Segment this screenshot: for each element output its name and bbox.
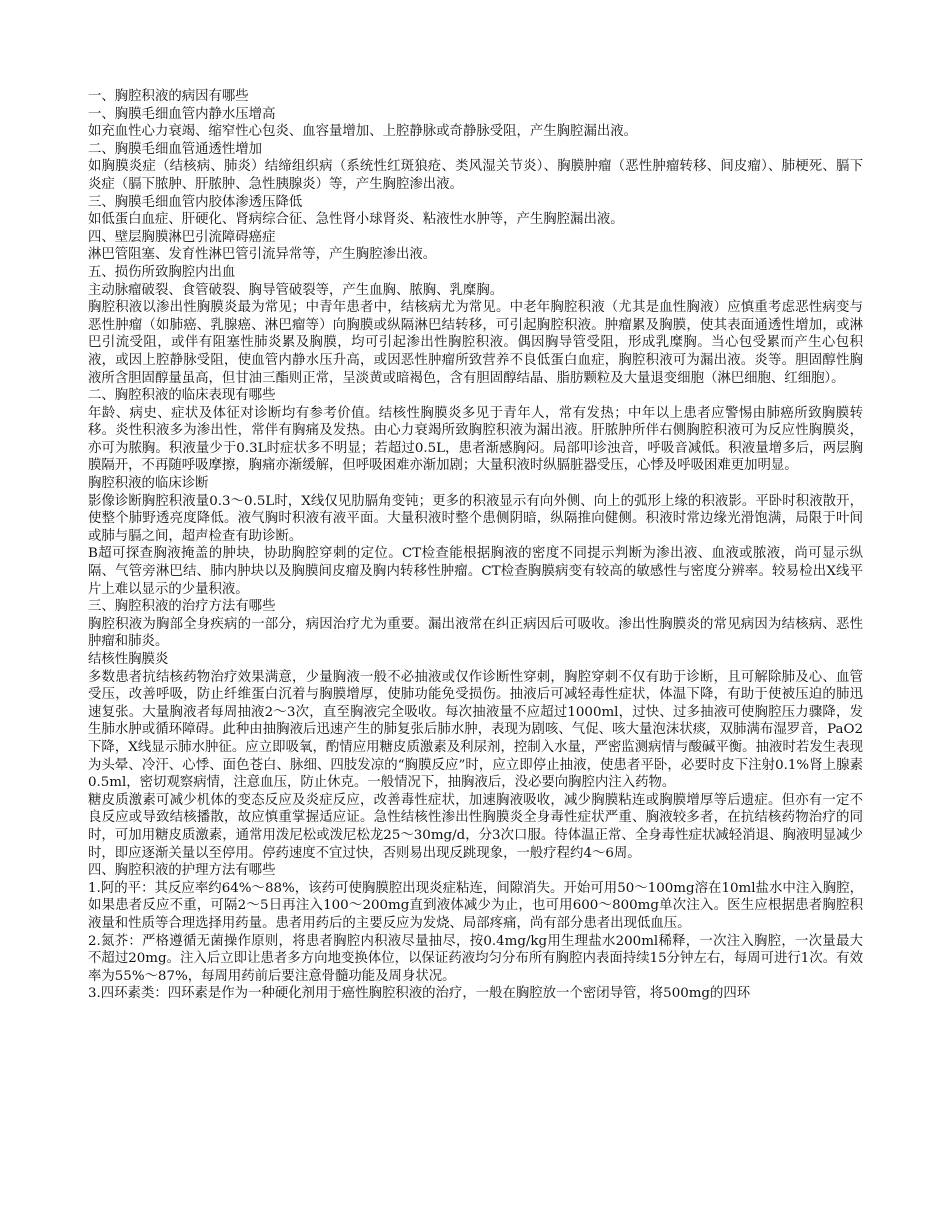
subheading-clinical-diagnosis: 胸腔积液的临床诊断: [88, 476, 209, 492]
subheading-hemorrhage: 五、损伤所致胸腔内出血: [88, 264, 236, 280]
paragraph-treatment-overview: 胸腔积液为胸部全身疾病的一部分，病因治疗尤为重要。漏出液常在纠正病因后可吸收。渗出性胸膜炎的常见病因为结核病、恶性肿瘤和肺炎。: [88, 616, 863, 650]
paragraph-anti-tb-treatment: 多数患者抗结核药物治疗效果满意，少量胸液一般不必抽液或仅作诊断性穿刺，胸腔穿刺不仅有助于诊断，且可解除肺及心、血管受压，改善呼吸，防止纤维蛋白沉着与胸膜增厚，使肺功能免受损伤。抽液后可减轻毒性症状，体温下降，有助于使被压迫的肺迅速复张。大量胸液者每周抽液2～3次，直至胸液完全吸收。每次抽液量不应超过1000ml，过快、过多抽液可使胸腔压力骤降，发生肺水肿或循环障碍。此种由抽胸液后迅速产生的肺复张后肺水肿，表现为剧咳、气促、咳大量泡沫状痰，双肺满布湿罗音，PaO2下降，X线显示肺水肿征。应立即吸氧，酌情应用糖皮质激素及利尿剂，控制入水量，严密监测病情与酸碱平衡。抽液时若发生表现为头晕、冷汗、心悸、面色苍白、脉细、四肢发凉的“胸膜反应”时，应立即停止抽液，使患者平卧，必要时皮下注射0.1%肾上腺素0.5ml，密切观察病情，注意血压，防止休克。一般情况下，抽胸液后，没必要向胸腔内注入药物。: [88, 669, 863, 791]
paragraph-exudative-overview: 胸腔积液以渗出性胸膜炎最为常见；中青年患者中，结核病尤为常见。中老年胸腔积液（尤其是血性胸液）应慎重考虑恶性病变与恶性肿瘤（如肺癌、乳腺癌、淋巴瘤等）向胸膜或纵隔淋巴结转移，可引起胸腔积液。肿瘤累及胸膜，使其表面通透性增加，或淋巴引流受阻，或伴有阻塞性肺炎累及胸膜，均可引起渗出性胸腔积液。偶因胸导管受阻，形成乳糜胸。当心包受累而产生心包积液，或因上腔静脉受阻，使血管内静水压升高，或因恶性肿瘤所致营养不良低蛋白血症，胸腔积液可为漏出液。炎等。胆固醇性胸液所含胆固醇量虽高，但甘油三酯则正常，呈淡黄或暗褐色，含有胆固醇结晶、脂肪颗粒及大量退变细胞（淋巴细胞、红细胞）。: [88, 300, 863, 386]
paragraph-clinical-features: 年龄、病史、症状及体征对诊断均有参考价值。结核性胸膜炎多见于青年人，常有发热；中年以上患者应警惕由肺癌所致胸膜转移。炎性积液多为渗出性，常伴有胸痛及发热。由心力衰竭所致胸腔积液为漏出液。肝脓肿所伴右侧胸腔积液可为反应性胸膜炎，亦可为脓胸。积液量少于0.3L时症状多不明显；若超过0.5L，患者渐感胸闷。局部叩诊浊音，呼吸音减低。积液量增多后，两层胸膜隔开，不再随呼吸摩擦，胸痛亦渐缓解，但呼吸困难亦渐加剧；大量积液时纵膈脏器受压，心悸及呼吸困难更加明显。: [88, 405, 863, 474]
paragraph-quinacrine: 1.阿的平：其反应率约64%～88%，该药可使胸膜腔出现炎症粘连，间隙消失。开始可用50～100mg溶在10ml盐水中注入胸腔，如果患者反应不重，可隔2～5日再注入100～200mg直到液体减少为止，也可用600～800mg单次注入。医生应根据患者胸腔积液量和性质等合理选择用药量。患者用药后的主要反应为发烧、局部疼痛，尚有部分患者出现低血压。: [88, 880, 863, 931]
paragraph-hydrostatic-pressure: 如充血性心力衰竭、缩窄性心包炎、血容量增加、上腔静脉或奇静脉受阻，产生胸腔漏出液。: [88, 124, 638, 140]
subheading-tuberculous-pleurisy: 结核性胸膜炎: [88, 652, 169, 667]
paragraph-oncotic-pressure: 如低蛋白血症、肝硬化、肾病综合征、急性肾小球肾炎、粘液性水肿等，产生胸腔漏出液。: [88, 212, 624, 228]
paragraph-nitrogen-mustard: 2.氮芥：严格遵循无菌操作原则，将患者胸腔内积液尽量抽尽，按0.4mg/kg用生理盐水200ml稀释，一次注入胸腔，一次量最大不超过20mg。注入后立即让患者多方向地变换体位，以保证药液均匀分布所有胸腔内表面持续15分钟左右，每周可进行1次。有效率为55%～87%，每周用药前后要注意骨髓功能及周身状况。: [88, 933, 863, 984]
section-heading-clinical-features: 二、胸腔积液的临床表现有哪些: [88, 388, 276, 404]
paragraph-imaging-diagnosis: 影像诊断胸腔积液量0.3～0.5L时，X线仅见肋膈角变钝；更多的积液显示有向外侧、向上的弧形上缘的积液影。平卧时积液散开，使整个肺野透亮度降低。液气胸时积液有液平面。大量积液时整个患侧阴暗，纵隔推向健侧。积液时常边缘光滑饱满，局限于叶间或肺与膈之间，超声检查有助诊断。: [88, 493, 863, 544]
paragraph-lymphatic-drainage: 淋巴管阻塞、发育性淋巴管引流异常等，产生胸腔渗出液。: [88, 247, 437, 263]
section-heading-treatment: 三、胸腔积液的治疗方法有哪些: [88, 599, 276, 615]
paragraph-glucocorticoids: 糖皮质激素可减少机体的变态反应及炎症反应，改善毒性症状，加速胸液吸收，减少胸膜粘连或胸膜增厚等后遗症。但亦有一定不良反应或导致结核播散，故应慎重掌握适应证。急性结核性渗出性胸膜炎全身毒性症状严重、胸液较多者，在抗结核药物治疗的同时，可加用糖皮质激素，通常用泼尼松或泼尼松龙25～30mg/d，分3次口服。待体温正常、全身毒性症状减轻消退、胸液明显减少时，即应逐渐关量以至停用。停药速度不宜过快，否则易出现反跳现象，一般疗程约4～6周。: [88, 792, 863, 861]
document-body: [88, 88, 863, 1003]
subheading-hydrostatic-pressure: 一、胸膜毛细血管内静水压增高: [88, 106, 276, 122]
paragraph-ultrasound-ct: B超可探查胸液掩盖的肿块，协助胸腔穿刺的定位。CT检查能根据胸液的密度不同提示判断为渗出液、血液或脓液，尚可显示纵隔、气管旁淋巴结、肺内肿块以及胸膜间皮瘤及胸内转移性肿瘤。CT检查胸膜病变有较高的敏感性与密度分辨率。较易检出X线平片上难以显示的少量积液。: [88, 546, 863, 597]
section-heading-nursing: 四、胸腔积液的护理方法有哪些: [88, 863, 276, 879]
subheading-oncotic-pressure: 三、胸膜毛细血管内胶体渗透压降低: [88, 194, 303, 210]
paragraph-permeability: 如胸膜炎症（结核病、肺炎）结缔组织病（系统性红斑狼疮、类风湿关节炎）、胸膜肿瘤（恶性肿瘤转移、间皮瘤）、肺梗死、膈下炎症（膈下脓肿、肝脓肿、急性胰腺炎）等，产生胸腔渗出液。: [88, 159, 863, 192]
paragraph-tetracyclines: 3.四环素类：四环素是作为一种硬化剂用于癌性胸腔积液的治疗，一般在胸腔放一个密闭导管，将500mg的四环: [88, 986, 751, 1002]
section-heading-causes: 一、胸腔积液的病因有哪些: [88, 89, 249, 104]
subheading-permeability: 二、胸膜毛细血管通透性增加: [88, 141, 263, 157]
subheading-lymphatic-drainage: 四、壁层胸膜淋巴引流障碍癌症: [88, 229, 276, 245]
paragraph-hemorrhage: 主动脉瘤破裂、食管破裂、胸导管破裂等，产生血胸、脓胸、乳糜胸。: [88, 282, 504, 298]
